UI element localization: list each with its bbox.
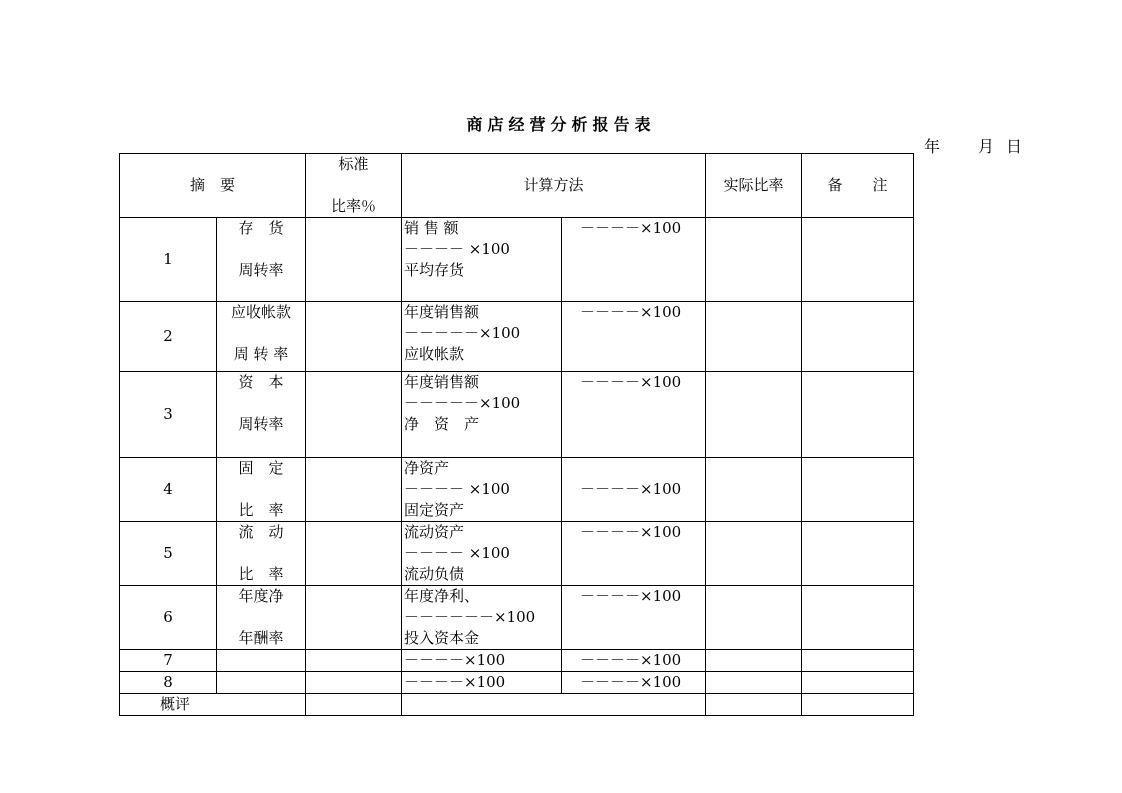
header-summary: 摘 要	[120, 154, 306, 218]
row-actual-cell	[706, 672, 802, 694]
row-actual-cell	[706, 372, 802, 458]
row-formula-line: －－－－ ×100	[404, 544, 510, 562]
summary-row	[120, 694, 914, 716]
row-actual-cell	[706, 650, 802, 672]
row-actual-cell	[706, 458, 802, 522]
row-number: 3	[120, 372, 217, 458]
row-formula-line: －－－－ ×100	[404, 240, 510, 258]
row-formula-numerator: 年度净利、	[404, 587, 480, 605]
header-actual: 实际比率	[706, 154, 802, 218]
row-formula-denominator: 固定资产	[404, 501, 465, 519]
row-formula-right: －－－－×100	[562, 672, 706, 694]
table-row	[120, 522, 914, 586]
row-formula	[402, 586, 562, 650]
row-formula	[402, 458, 562, 522]
page-title: 商店经营分析报告表	[466, 115, 656, 134]
row-item-name	[217, 586, 306, 650]
row-formula	[402, 302, 562, 372]
table-row	[120, 218, 914, 302]
row-remark-cell	[802, 522, 914, 586]
summary-comment-cell	[402, 694, 706, 716]
row-formula-line: －－－－－×100	[404, 324, 521, 342]
row-standard-cell	[306, 372, 402, 458]
row-item-name	[217, 672, 306, 694]
row-formula: －－－－×100	[402, 650, 562, 672]
row-formula-right: －－－－×100	[562, 522, 706, 586]
row-number: 5	[120, 522, 217, 586]
row-formula: －－－－×100	[402, 672, 562, 694]
row-actual-cell	[706, 218, 802, 302]
row-remark-cell	[802, 218, 914, 302]
row-standard-cell	[306, 218, 402, 302]
row-formula-line: －－－－－－×100	[404, 608, 536, 626]
row-item-name-line1: 年度净	[238, 587, 284, 605]
row-item-name	[217, 650, 306, 672]
summary-label: 概评	[120, 694, 306, 716]
row-item-name	[217, 458, 306, 522]
row-number: 1	[120, 218, 217, 302]
table-row	[120, 372, 914, 458]
row-item-name-line2: 比 率	[238, 501, 284, 519]
summary-remark-cell	[802, 694, 914, 716]
row-item-name-line2: 周转率	[238, 261, 284, 279]
row-formula-right: －－－－×100	[562, 650, 706, 672]
header-standard-line2: 比率％	[330, 197, 376, 215]
table-row	[120, 302, 914, 372]
header-standard	[306, 154, 402, 218]
row-standard-cell	[306, 302, 402, 372]
header-standard-line1: 标准	[338, 155, 369, 173]
date-day-label: 日	[1006, 137, 1023, 156]
row-formula-denominator: 平均存货	[404, 261, 465, 279]
row-number: 6	[120, 586, 217, 650]
row-formula-numerator: 净资产	[404, 459, 450, 477]
header-remark: 备 注	[802, 154, 914, 218]
table-row	[120, 458, 914, 522]
row-formula-line: －－－－ ×100	[404, 480, 510, 498]
row-actual-cell	[706, 586, 802, 650]
row-remark-cell	[802, 586, 914, 650]
row-formula-right: －－－－×100	[562, 586, 706, 650]
row-remark-cell	[802, 458, 914, 522]
row-standard-cell	[306, 650, 402, 672]
row-number: 2	[120, 302, 217, 372]
row-item-name-line1: 固 定	[238, 459, 284, 477]
row-remark-cell	[802, 302, 914, 372]
row-formula-denominator: 流动负债	[404, 565, 465, 583]
summary-standard-cell	[306, 694, 402, 716]
row-remark-cell	[802, 372, 914, 458]
row-number: 8	[120, 672, 217, 694]
row-formula-denominator: 净 资 产	[404, 415, 480, 433]
row-item-name	[217, 218, 306, 302]
row-standard-cell	[306, 672, 402, 694]
row-formula-denominator: 投入资本金	[404, 629, 480, 647]
row-formula-denominator: 应收帐款	[404, 345, 465, 363]
row-formula-right: －－－－×100	[562, 458, 706, 522]
summary-actual-cell	[706, 694, 802, 716]
table-row	[120, 672, 914, 694]
row-remark-cell	[802, 672, 914, 694]
row-item-name-line1: 资 本	[238, 373, 284, 391]
row-item-name-line2: 年酬率	[238, 629, 284, 647]
table-row	[120, 650, 914, 672]
row-formula-numerator: 年度销售额	[404, 373, 480, 391]
row-number: 7	[120, 650, 217, 672]
header-row	[120, 154, 914, 218]
row-number: 4	[120, 458, 217, 522]
row-standard-cell	[306, 586, 402, 650]
row-formula-numerator: 流动资产	[404, 523, 465, 541]
row-formula	[402, 522, 562, 586]
row-standard-cell	[306, 458, 402, 522]
row-formula-right: －－－－×100	[562, 302, 706, 372]
row-formula-numerator: 销 售 额	[404, 219, 459, 237]
row-formula-line: －－－－－×100	[404, 394, 521, 412]
row-item-name	[217, 522, 306, 586]
row-item-name-line1: 流 动	[238, 523, 284, 541]
date-month-label: 月	[978, 137, 995, 156]
report-table	[119, 153, 914, 716]
row-formula	[402, 372, 562, 458]
row-formula-right: －－－－×100	[562, 372, 706, 458]
row-item-name-line1: 存 货	[238, 219, 284, 237]
row-actual-cell	[706, 302, 802, 372]
row-formula-numerator: 年度销售额	[404, 303, 480, 321]
header-method: 计算方法	[402, 154, 706, 218]
row-formula	[402, 218, 562, 302]
row-standard-cell	[306, 522, 402, 586]
row-item-name-line2: 比 率	[238, 565, 284, 583]
row-item-name	[217, 302, 306, 372]
row-actual-cell	[706, 522, 802, 586]
row-formula-right: －－－－×100	[562, 218, 706, 302]
row-remark-cell	[802, 650, 914, 672]
row-item-name-line1: 应收帐款	[230, 303, 291, 321]
table-row	[120, 586, 914, 650]
date-year-label: 年	[924, 137, 941, 156]
row-item-name-line2: 周 转 率	[233, 345, 289, 363]
row-item-name	[217, 372, 306, 458]
row-item-name-line2: 周转率	[238, 415, 284, 433]
